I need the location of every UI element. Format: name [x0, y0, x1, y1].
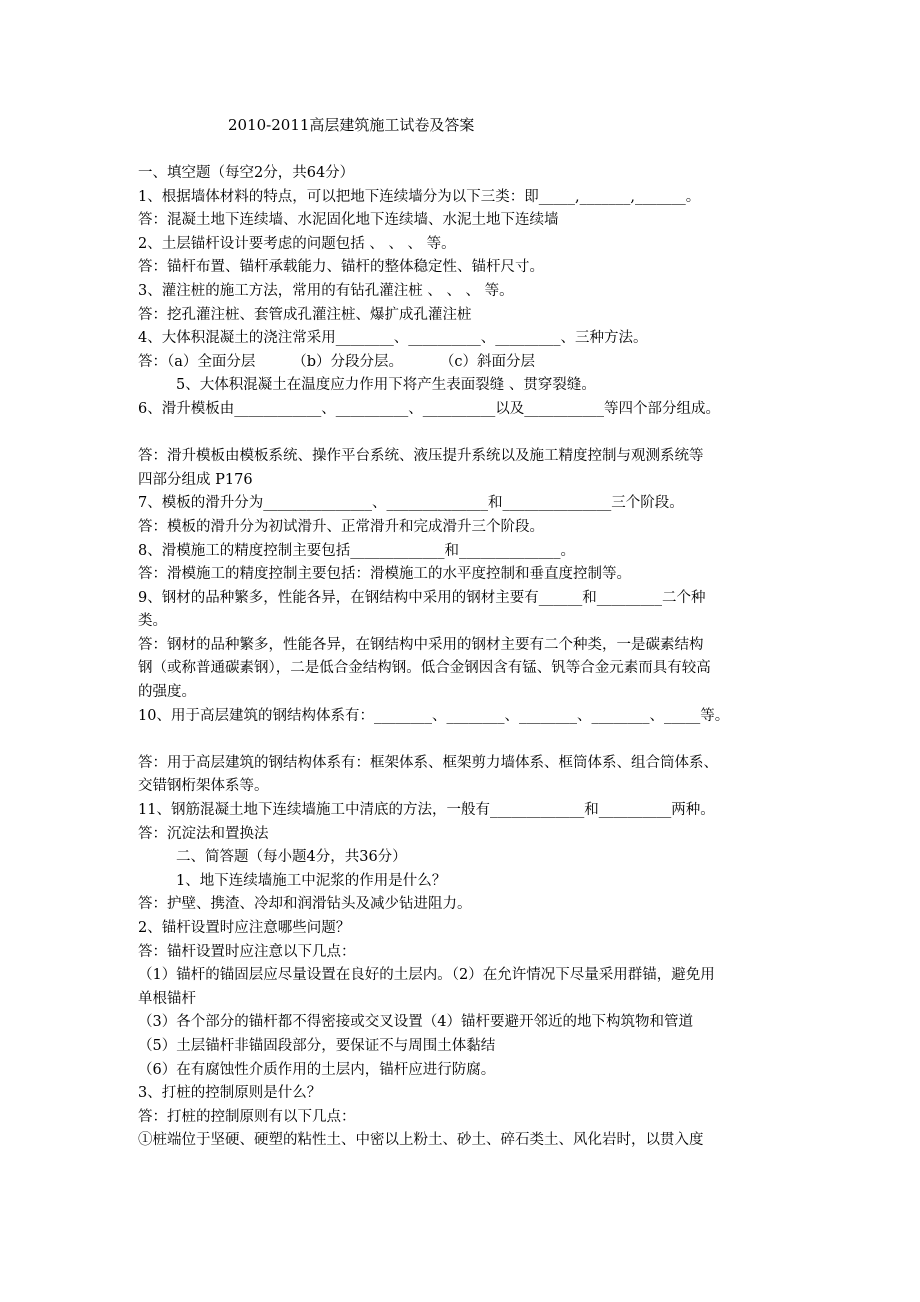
section-heading-short-answer: 二、简答题（每小题4分，共36分）	[176, 849, 407, 866]
question-3: 3、灌注桩的施工方法，常用的有钻孔灌注桩 、 、 、 等。	[138, 282, 514, 299]
sa-question-2: 2、锚杆设置时应注意哪些问题？	[138, 920, 351, 936]
answer-2: 答：锚杆布置、锚杆承载能力、锚杆的整体稳定性、锚杆尺寸。	[138, 259, 544, 276]
answer-6-cont: 四部分组成 P176	[138, 471, 253, 488]
question-6: 6、滑升模板由____________、__________、__________以及___________等四个部分组成。	[138, 400, 720, 417]
question-8: 8、滑模施工的精度控制主要包括_____________和______________。	[138, 542, 575, 559]
sa-answer-2-item: （6）在有腐蚀性介质作用的土层内，锚杆应进行防腐。	[138, 1061, 496, 1078]
answer-8: 答：滑模施工的精度控制主要包括：滑模施工的水平度控制和垂直度控制等。	[138, 566, 631, 583]
document-title: 2010-2011高层建筑施工试卷及答案	[228, 116, 475, 134]
sa-answer-1: 答：护壁、携渣、冷却和润滑钻头及减少钻进阻力。	[138, 896, 472, 913]
answer-10: 答：用于高层建筑的钢结构体系有：框架体系、框架剪力墙体系、框筒体系、组合筒体系、	[138, 754, 718, 771]
sa-answer-3: 答：打桩的控制原则有以下几点：	[138, 1108, 356, 1125]
sa-answer-3-item: ①桩端位于坚硬、硬塑的粘性土、中密以上粉土、砂土、碎石类土、风化岩时，以贯入度	[138, 1132, 704, 1149]
answer-4: 答：（a）全面分层 （b）分段分层。 （c）斜面分层	[138, 353, 536, 370]
question-11: 11、钢筋混凝土地下连续墙施工中清底的方法，一般有_____________和__________两种。	[138, 802, 715, 819]
answer-7: 答：模板的滑升分为初试滑升、正常滑升和完成滑升三个阶段。	[138, 518, 544, 535]
answer-11: 答：沉淀法和置换法	[138, 825, 269, 842]
section-heading-fill-in: 一、填空题（每空2分，共64分）	[138, 165, 355, 181]
sa-question-1: 1、地下连续墙施工中泥浆的作用是什么？	[176, 872, 447, 889]
question-4: 4、大体积混凝土的浇注常采用________、__________、_________、三种方法。	[138, 330, 648, 347]
blank-line	[138, 728, 798, 752]
sa-answer-2-item: （1）锚杆的锚固层应尽量设置在良好的土层内。（2）在允许情况下尽量采用群锚，避免用	[138, 967, 715, 984]
document-body	[138, 162, 798, 1153]
question-2: 2、土层锚杆设计要考虑的问题包括 、 、 、 等。	[138, 235, 456, 252]
sa-answer-2-item: （5）土层锚杆非锚固段部分，要保证不与周围土体黏结	[138, 1037, 496, 1054]
question-10: 10、用于高层建筑的钢结构体系有：________、________、________、________、_____等。	[138, 707, 730, 724]
answer-10-cont: 交错钢桁架体系等。	[138, 778, 269, 795]
answer-9: 答：钢材的品种繁多，性能各异，在钢结构中采用的钢材主要有二个种类，一是碳素结构	[138, 636, 704, 653]
question-7: 7、模板的滑升分为_______________、______________和_______________三个阶段。	[138, 495, 684, 512]
sa-answer-2-item: 单根锚杆	[138, 990, 196, 1007]
answer-9-cont: 钢（或称普通碳素钢），二是低合金结构钢。低合金钢因含有锰、钒等合金元素而具有较高	[138, 660, 711, 677]
blank-line	[138, 422, 798, 446]
sa-question-3: 3、打桩的控制原则是什么？	[138, 1085, 322, 1102]
answer-9-end: 的强度。	[138, 684, 196, 701]
question-5: 5、大体积混凝土在温度应力作用下将产生表面裂缝 、贯穿裂缝。	[176, 377, 596, 394]
sa-answer-2: 答：锚杆设置时应注意以下几点：	[138, 943, 356, 960]
answer-1: 答：混凝土地下连续墙、水泥固化地下连续墙、水泥土地下连续墙	[138, 212, 559, 229]
answer-3: 答：挖孔灌注桩、套管成孔灌注桩、爆扩成孔灌注桩	[138, 306, 472, 323]
answer-6: 答：滑升模板由模板系统、操作平台系统、液压提升系统以及施工精度控制与观测系统等	[138, 448, 704, 465]
question-9-cont: 类。	[138, 613, 167, 630]
question-1: 1、根据墙体材料的特点，可以把地下连续墙分为以下三类：即_____,_______,_______。	[138, 188, 701, 205]
question-9: 9、钢材的品种繁多，性能各异，在钢结构中采用的钢材主要有______和_________二个种	[138, 589, 706, 606]
sa-answer-2-item: （3）各个部分的锚杆都不得密接或交叉设置（4）锚杆要避开邻近的地下构筑物和管道	[138, 1014, 693, 1031]
